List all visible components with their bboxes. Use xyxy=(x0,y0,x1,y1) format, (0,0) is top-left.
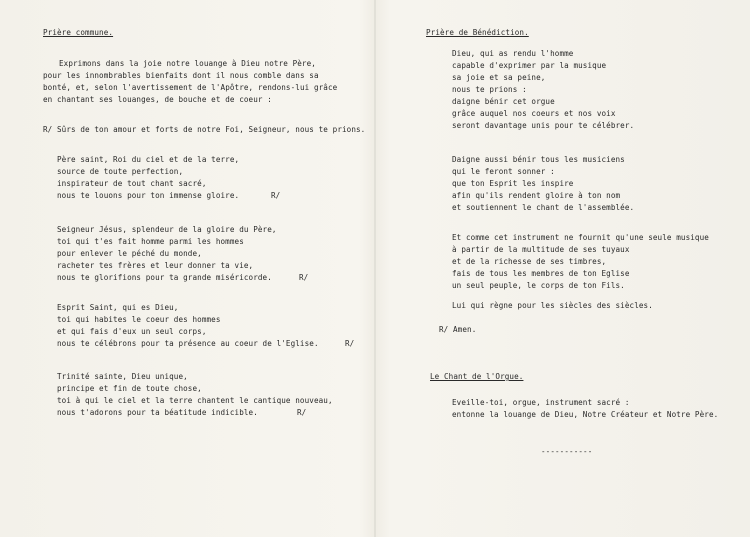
stanza-line: grâce auquel nos coeurs et nos voix xyxy=(452,109,616,118)
stanza-line: inspirateur de tout chant sacré, xyxy=(57,179,207,188)
response-mark: R/ xyxy=(299,273,309,282)
page-fold xyxy=(374,0,376,537)
stanza-line: Seigneur Jésus, splendeur de la gloire du Père, xyxy=(57,225,277,234)
response-mark: R/ xyxy=(271,191,281,200)
stanza-line: qui le feront sonner : xyxy=(452,167,555,176)
section-title-chant: Le Chant de l'Orgue. xyxy=(430,372,524,381)
left-title: Prière commune. xyxy=(43,28,114,37)
stanza-line: source de toute perfection, xyxy=(57,167,184,176)
chant-line: entonne la louange de Dieu, Notre Créateur et Notre Père. xyxy=(452,410,719,419)
stanza-line: afin qu'ils rendent gloire à ton nom xyxy=(452,191,621,200)
stanza-line: nous te célébrons pour ta présence au coeur de l'Eglise. xyxy=(57,339,319,348)
chant-line: Eveille-toi, orgue, instrument sacré : xyxy=(452,398,630,407)
intro-line: en chantant ses louanges, de bouche et de coeur : xyxy=(43,95,272,104)
stanza-line: et soutiennent le chant de l'assemblée. xyxy=(452,203,635,212)
stanza-line: daigne bénir cet orgue xyxy=(452,97,555,106)
stanza-line: et de la richesse de ses timbres, xyxy=(452,257,607,266)
intro-line: pour les innombrables bienfaits dont il nous comble dans sa xyxy=(43,71,319,80)
stanza-line: nous te louons pour ton immense gloire. xyxy=(57,191,240,200)
stanza-line: seront davantage unis pour te célébrer. xyxy=(452,121,635,130)
stanza-line: que ton Esprit les inspire xyxy=(452,179,574,188)
response-mark: R/ xyxy=(297,408,307,417)
stanza-line: racheter tes frères et leur donner ta vie, xyxy=(57,261,254,270)
doxology: Lui qui règne pour les siècles des siècles. xyxy=(452,301,653,310)
stanza-line: toi qui habites le coeur des hommes xyxy=(57,315,221,324)
intro-line: bonté, et, selon l'avertissement de l'Apôtre, rendons-lui grâce xyxy=(43,83,338,92)
intro-line: Exprimons dans la joie notre louange à Dieu notre Père, xyxy=(59,59,316,68)
stanza-line: Daigne aussi bénir tous les musiciens xyxy=(452,155,625,164)
response-mark: R/ xyxy=(345,339,355,348)
stanza-line: principe et fin de toute chose, xyxy=(57,384,202,393)
stanza-line: nous te prions : xyxy=(452,85,527,94)
stanza-line: capable d'exprimer par la musique xyxy=(452,61,607,70)
stanza-line: nous t'adorons pour ta béatitude indicible. xyxy=(57,408,258,417)
stanza-line: et qui fais d'eux un seul corps, xyxy=(57,327,207,336)
end-rule: ----------- xyxy=(541,447,593,456)
stanza-line: à partir de la multitude de ses tuyaux xyxy=(452,245,630,254)
stanza-line: sa joie et sa peine, xyxy=(452,73,546,82)
amen: R/ Amen. xyxy=(439,325,477,334)
stanza-line: toi qui t'es fait homme parmi les hommes xyxy=(57,237,244,246)
stanza-line: toi à qui le ciel et la terre chantent le cantique nouveau, xyxy=(57,396,333,405)
stanza-line: pour enlever le péché du monde, xyxy=(57,249,202,258)
stanza-line: Esprit Saint, qui es Dieu, xyxy=(57,303,179,312)
right-title: Prière de Bénédiction. xyxy=(426,28,529,37)
stanza-line: Dieu, qui as rendu l'homme xyxy=(452,49,574,58)
stanza-line: un seul peuple, le corps de ton Fils. xyxy=(452,281,625,290)
stanza-line: Trinité sainte, Dieu unique, xyxy=(57,372,188,381)
stanza-line: Père saint, Roi du ciel et de la terre, xyxy=(57,155,240,164)
stanza-line: Et comme cet instrument ne fournit qu'une seule musique xyxy=(452,233,709,242)
refrain: R/ Sûrs de ton amour et forts de notre Foi, Seigneur, nous te prions. xyxy=(43,125,366,134)
stanza-line: nous te glorifions pour ta grande miséricorde. xyxy=(57,273,272,282)
stanza-line: fais de tous les membres de ton Eglise xyxy=(452,269,630,278)
